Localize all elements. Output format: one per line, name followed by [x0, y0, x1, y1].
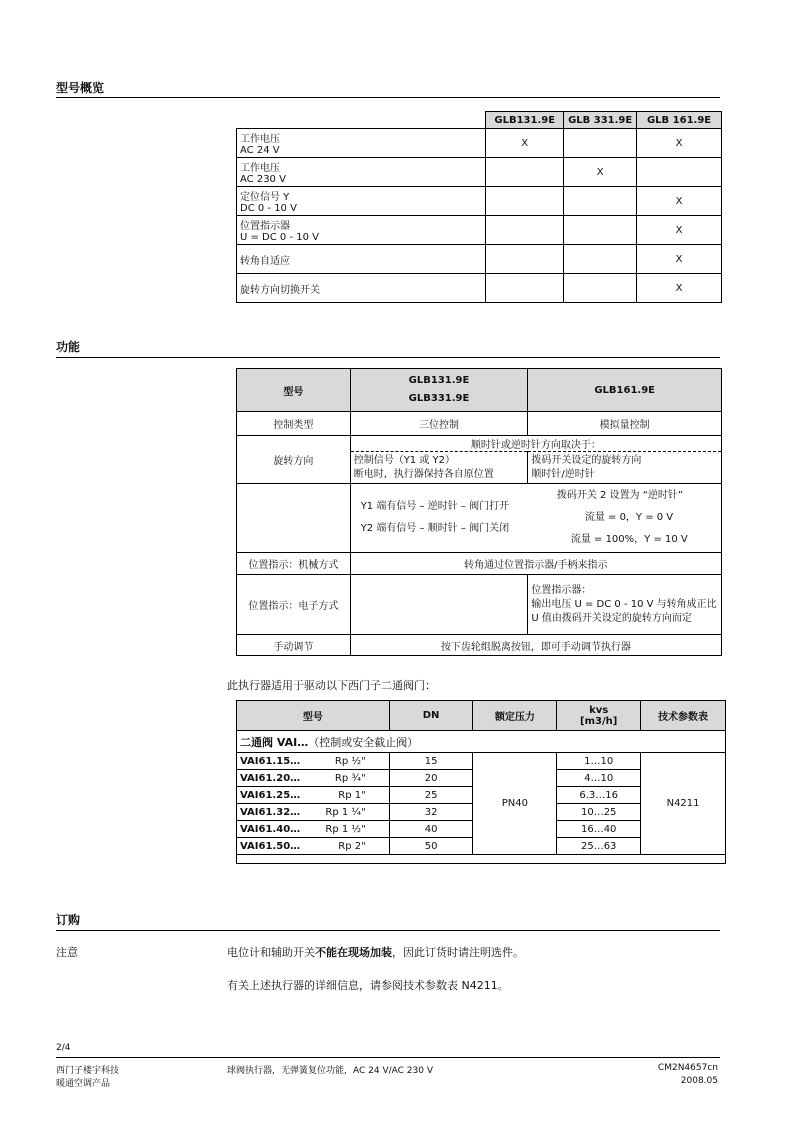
- table-row: VAI61.25… Rp 1" 25 6.3…16: [237, 787, 726, 804]
- table-row: VAI61.15… Rp ½" 15 PN40 1…10 N4211: [237, 753, 726, 770]
- ordering-line-2: 有关上述执行器的详细信息，请参阅技术参数表 N4211。: [227, 979, 509, 992]
- valve-table: [236, 700, 726, 864]
- function-header-type: 型号: [237, 369, 351, 412]
- table-row: 转角自适应 X: [237, 245, 722, 274]
- function-table: 型号 GLB131.9E GLB331.9E GLB161.9E 控制类型 三位控制 模拟量控制 旋转方向 顺时针或逆时针方向取决于： 控制信号（Y1 或 Y2） 断电时，执行器保持各自原位置 拨码开关设定的旋转方向 顺时针/逆时针 Y1 端有信号 – 逆时针 – 阀门打开 Y2 端有信号 – 顺时针 – 阀门关闭 拨码开关 2 设置为 “逆时针” 流量 = 0，Y = 0 V 流量 = 100%，Y = 10 V 位置指示：机械方式 转角通过位置指示器/手柄来指示 位置指示：电子方式 位置指示器： 输出电压 U = DC 0 - 10 V 与转角成正比 U 值由拨码开关设定的旋转方向而定 手动调节 按下齿轮组脱离按钮，即可手动调节执行器: [236, 368, 722, 656]
- function-header-glb161: GLB161.9E: [528, 369, 722, 412]
- table-row: VAI61.20… Rp ¾" 20 4…10: [237, 770, 726, 787]
- section-rule: [56, 930, 720, 931]
- valve-doc: N4211: [641, 753, 726, 855]
- table-row: VAI61.40… Rp 1 ½" 40 16…40: [237, 821, 726, 838]
- overview-header-glb131: GLB131.9E: [486, 112, 564, 129]
- footer-description: 球阀执行器，无弹簧复位功能，AC 24 V/AC 230 V: [227, 1066, 433, 1076]
- valve-header-kvs: kvs: [589, 704, 609, 716]
- overview-header-glb331: GLB 331.9E: [564, 112, 637, 129]
- overview-table: [236, 111, 722, 303]
- section-title-ordering: 订购: [56, 913, 81, 927]
- footer-date: 2008.05: [680, 1076, 718, 1086]
- table-row: 旋转方向切换开关 X: [237, 274, 722, 303]
- function-header-glb331: GLB331.9E: [408, 393, 470, 404]
- valve-header-type: 型号: [237, 701, 390, 731]
- footer-company-2: 暖通空调产品: [56, 1079, 111, 1089]
- valve-header-kvs-unit: [m3/h]: [580, 715, 618, 727]
- footer-company-1: 西门子楼宇科技: [56, 1066, 120, 1076]
- section-title-function: 功能: [56, 340, 81, 354]
- valve-pn: PN40: [473, 753, 557, 855]
- table-row: 工作电压 AC 230 V X: [237, 158, 722, 187]
- section-rule: [56, 97, 720, 98]
- valve-header-pn: 额定压力: [473, 701, 557, 731]
- valve-group: 二通阀 VAI…（控制或安全截止阀）: [237, 731, 726, 753]
- table-row: 位置指示器 U = DC 0 - 10 V X: [237, 216, 722, 245]
- overview-header-glb161: GLB 161.9E: [637, 112, 722, 129]
- table-row: 工作电压 AC 24 V X X: [237, 129, 722, 158]
- ordering-line-1: 电位计和辅助开关不能在现场加装，因此订货时请注明选件。: [227, 946, 524, 959]
- table-row: 定位信号 Y DC 0 - 10 V X: [237, 187, 722, 216]
- page-number: 2/4: [56, 1043, 71, 1053]
- valve-intro: 此执行器适用于驱动以下西门子二通阀门：: [227, 679, 436, 692]
- table-row: VAI61.50… Rp 2" 50 25…63: [237, 838, 726, 855]
- valve-header-doc: 技术参数表: [641, 701, 726, 731]
- footer-doc-number: CM2N4657cn: [657, 1063, 718, 1073]
- footer-rule: [56, 1057, 720, 1058]
- section-rule: [56, 357, 720, 358]
- note-label: 注意: [56, 946, 78, 959]
- function-header-glb131: GLB131.9E: [408, 375, 470, 386]
- valve-header-dn: DN: [389, 701, 473, 731]
- section-title-overview: 型号概览: [56, 81, 105, 95]
- table-row: VAI61.32… Rp 1 ¼" 32 10…25: [237, 804, 726, 821]
